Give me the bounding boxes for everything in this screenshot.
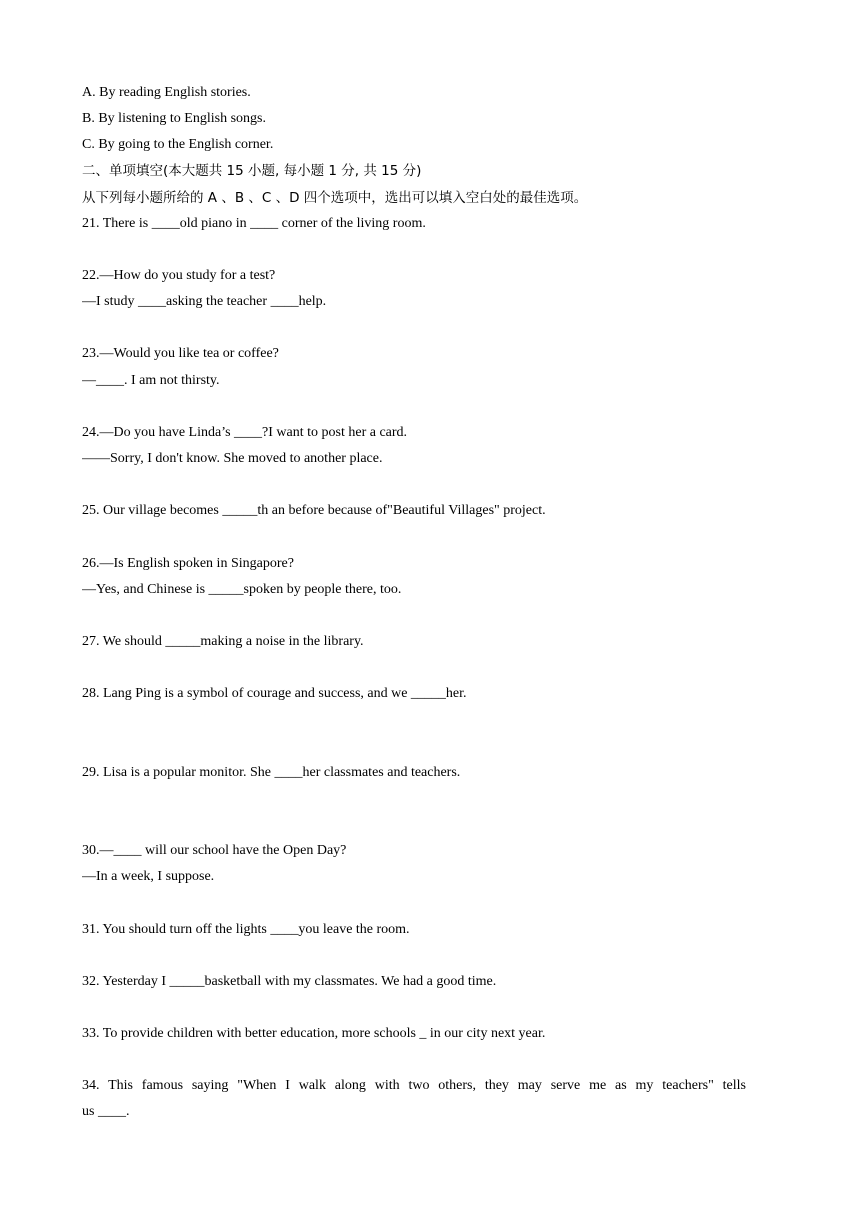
question-21-stem: 21. There is ____old piano in ____ corner of the living room. [82, 215, 426, 231]
question-22-reply: —I study ____asking the teacher ____help. [82, 294, 327, 310]
question-30-options [82, 890, 746, 916]
question-32-options [82, 995, 746, 1021]
question-29-options-ab [82, 786, 746, 812]
question-22-options [82, 315, 746, 341]
question-24-options [82, 472, 746, 498]
question-25-options [82, 524, 746, 550]
question-25-stem: 25. Our village becomes _____th an before because of"Beautiful Villages" project. [82, 503, 546, 519]
question-23-options [82, 394, 746, 420]
question-24-reply: ——Sorry, I don't know. She moved to another place. [82, 450, 383, 466]
question-23-reply: —____. I am not thirsty. [82, 372, 220, 388]
question-32-stem: 32. Yesterday I _____basketball with my classmates. We had a good time. [82, 973, 497, 989]
question-22-stem: 22.—How do you study for a test? [82, 267, 276, 283]
question-33-options [82, 1047, 746, 1073]
section-instruction: 从下列每小题所给的 A 、B 、C 、D 四个选项中，选出可以填入空白处的最佳选项。 [82, 189, 588, 206]
question-21-options [82, 237, 746, 263]
question-23-stem: 23.—Would you like tea or coffee? [82, 346, 279, 362]
question-27-options [82, 655, 746, 681]
question-26-options [82, 603, 746, 629]
question-28-stem: 28. Lang Ping is a symbol of courage and success, and we _____her. [82, 686, 467, 702]
question-34-stem: 34. This famous saying "When I walk along with two others, they may serve me as my teachers" tells [82, 1078, 746, 1094]
intro-option-c: C. By going to the English corner. [82, 137, 274, 153]
question-26-reply: —Yes, and Chinese is _____spoken by people there, too. [82, 581, 402, 597]
question-31-stem: 31. You should turn off the lights ____you leave the room. [82, 921, 410, 937]
exam-content [82, 80, 746, 1126]
question-27-stem: 27. We should _____making a noise in the library. [82, 633, 364, 649]
question-26-stem: 26.—Is English spoken in Singapore? [82, 555, 294, 571]
question-24-stem: 24.—Do you have Linda’s ____?I want to post her a card. [82, 424, 408, 440]
question-29-stem: 29. Lisa is a popular monitor. She ____her classmates and teachers. [82, 764, 461, 780]
intro-option-a: A. By reading English stories. [82, 85, 251, 100]
question-30-reply: —In a week, I suppose. [82, 869, 215, 885]
question-34-stem-cont: us ____. [82, 1104, 130, 1120]
question-28-options-cd [82, 734, 746, 760]
intro-option-b: B. By listening to English songs. [82, 111, 266, 127]
question-30-stem: 30.—____ will our school have the Open Day? [82, 843, 347, 859]
question-33-stem: 33. To provide children with better education, more schools _ in our city next year. [82, 1026, 546, 1042]
section-heading: 二、单项填空(本大题共 15 小题, 每小题 1 分, 共 15 分) [82, 163, 422, 180]
question-29-options-cd [82, 812, 746, 838]
question-31-options [82, 943, 746, 969]
question-28-options-ab [82, 707, 746, 733]
